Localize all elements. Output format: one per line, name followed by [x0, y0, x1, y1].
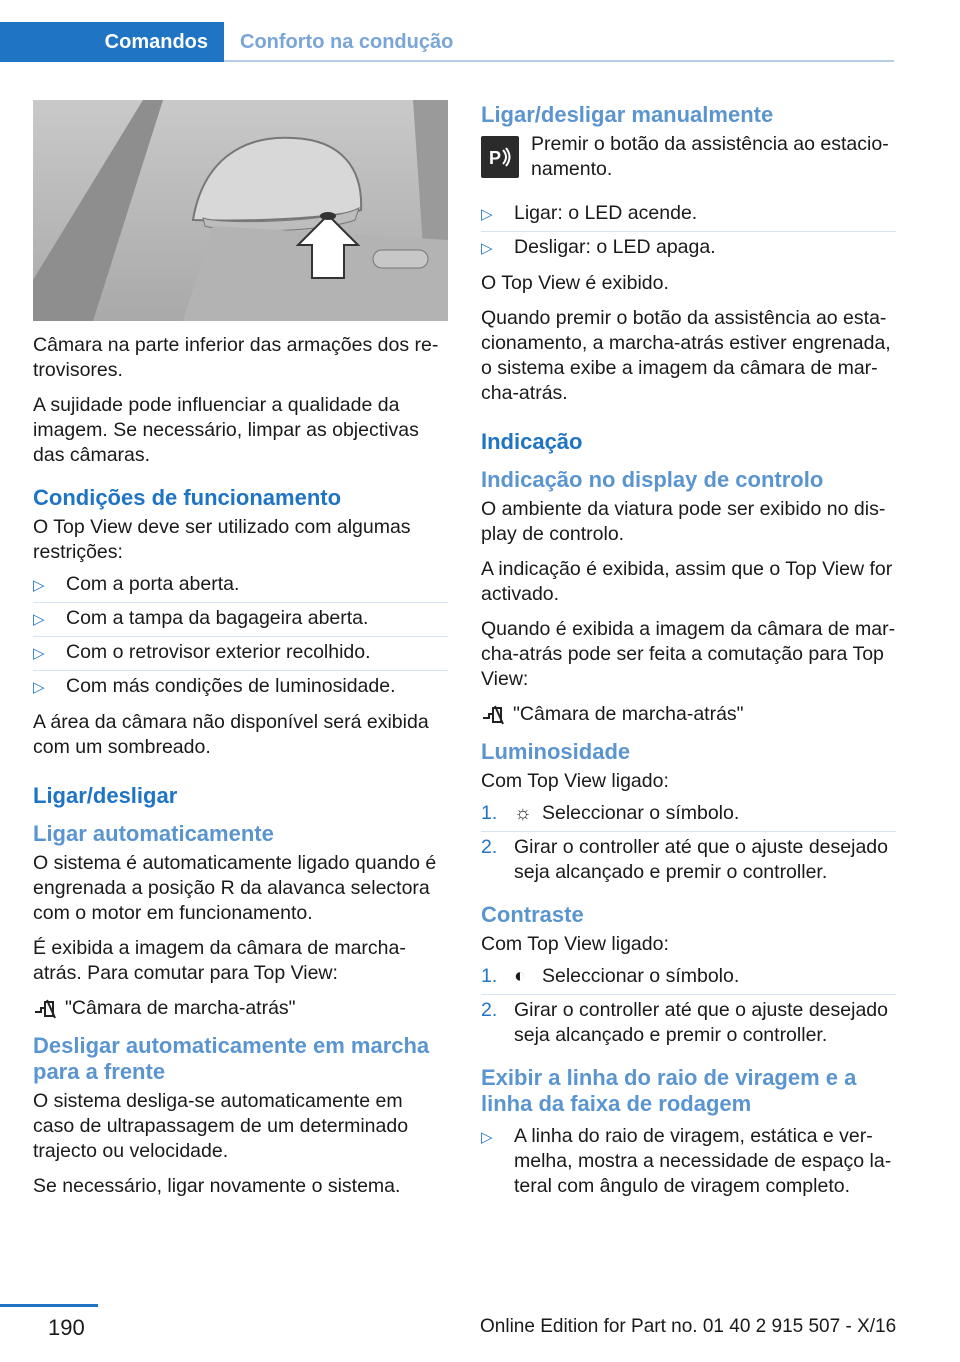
heading-contraste: Contraste — [481, 902, 584, 927]
heading-ligar-auto: Ligar automaticamente — [33, 821, 274, 846]
tab-conforto[interactable]: Conforto na condução — [240, 30, 454, 53]
paragraph: Com Top View ligado: — [481, 933, 669, 955]
heading-luminosidade: Luminosidade — [481, 739, 631, 764]
camera-option — [33, 996, 448, 1021]
left-column — [33, 100, 448, 1209]
list-item: 1. ☼ Seleccionar o símbolo. — [481, 798, 896, 832]
brightness-icon: ☼ — [514, 802, 532, 824]
heading-condicoes: Condições de funcionamento — [33, 485, 342, 510]
footer-accent — [0, 1304, 98, 1307]
paragraph: A área da câmara não disponível será exibida com um sombreado. — [33, 711, 429, 758]
triangle-bullet-icon: ▷ — [33, 645, 45, 662]
list-item: 2. Girar o controller até que o ajuste desejado seja alcançado e premir o controller. — [481, 999, 888, 1046]
header-divider — [224, 60, 894, 62]
triangle-bullet-icon: ▷ — [33, 611, 45, 628]
camera-label: "Câmara de marcha-atrás" — [65, 997, 296, 1019]
heading-indicacao-display: Indicação no display de controlo — [481, 467, 824, 492]
paragraph: Quando premir o botão da assistência ao estacionamento, a marcha-atrás estiver engrenada, o sistema exibe a imagem da câmara de marcha-atrás. — [481, 307, 891, 404]
list-item: ▷ A linha do raio de viragem, estática e vermelha, mostra a necessidade de espaço lateral com ângulo de viragem completo. — [481, 1125, 892, 1197]
edition-info: Online Edition for Part no. 01 40 2 915 507 - X/16 — [480, 1316, 897, 1337]
triangle-bullet-icon: ▷ — [481, 206, 493, 223]
page-header — [0, 0, 960, 62]
page-number: 190 — [48, 1315, 85, 1340]
list-item: ▷ Desligar: o LED apaga. — [481, 232, 896, 265]
mirror-illustration — [33, 100, 448, 321]
camera-option — [481, 702, 896, 727]
parking-button-block — [481, 132, 896, 192]
list-item: 1. ◐ Seleccionar o símbolo. — [481, 961, 896, 995]
list-item: ▷ Ligar: o LED acende. — [481, 198, 896, 232]
list-item: ▷ Com a porta aberta. — [33, 569, 448, 603]
paragraph: O Top View deve ser utilizado com algumas restrições: — [33, 516, 411, 563]
tab-comandos[interactable]: Comandos — [104, 30, 208, 53]
camera-label: "Câmara de marcha-atrás" — [513, 703, 744, 725]
heading-ligar-manual: Ligar/desligar manualmente — [481, 102, 774, 127]
photo-caption: Câmara na parte inferior das armações dos retrovisores. — [33, 334, 439, 381]
brightness-steps — [481, 798, 896, 890]
triangle-bullet-icon: ▷ — [33, 679, 45, 696]
paragraph: O sistema é automaticamente ligado quando é engrenada a posição R da alavanca selectora com o motor em funcionamento. — [33, 852, 437, 924]
conditions-list — [33, 569, 448, 704]
triangle-bullet-icon: ▷ — [481, 240, 493, 257]
paragraph: É exibida a imagem da câmara de marcha-atrás. Para comutar para Top View: — [33, 937, 406, 984]
parking-assist-icon — [481, 136, 519, 178]
paragraph: A indicação é exibida, assim que o Top View for activado. — [481, 558, 893, 605]
paragraph: O Top View é exibido. — [481, 272, 669, 294]
heading-ligar-desligar: Ligar/desligar — [33, 783, 178, 808]
contrast-icon: ◐ — [514, 965, 526, 987]
paragraph: Quando é exibida a imagem da câmara de marcha-atrás pode ser feita a comutação para Top View: — [481, 618, 896, 690]
contrast-steps — [481, 961, 896, 1053]
paragraph: O ambiente da viatura pode ser exibido no display de controlo. — [481, 498, 886, 545]
manual-list — [481, 198, 896, 265]
svg-text:P: P — [489, 148, 502, 168]
paragraph: A sujidade pode influenciar a qualidade da imagem. Se necessário, limpar as objectivas das câmaras. — [33, 394, 419, 466]
line-list — [481, 1121, 896, 1204]
list-item: 2. Girar o controller até que o ajuste desejado seja alcançado e premir o controller. — [481, 836, 888, 883]
list-item: ▷ Com o retrovisor exterior recolhido. — [33, 637, 448, 671]
triangle-bullet-icon: ▷ — [481, 1129, 493, 1146]
heading-desligar-auto: Desligar automaticamente em marcha para a frente — [33, 1033, 430, 1084]
mirror-camera-photo — [33, 100, 448, 321]
paragraph: Com Top View ligado: — [481, 770, 669, 792]
heading-indicacao: Indicação — [481, 429, 583, 454]
triangle-bullet-icon: ▷ — [33, 577, 45, 594]
paragraph: O sistema desliga-se automaticamente em caso de ultrapassagem de um determinado trajecto ou velocidade. — [33, 1090, 409, 1162]
right-column — [481, 102, 896, 1210]
paragraph: Premir o botão da assistência ao estacionamento. — [531, 133, 889, 180]
camera-icon — [481, 704, 509, 726]
camera-icon — [33, 998, 61, 1020]
list-item: ▷ Com a tampa da bagageira aberta. — [33, 603, 448, 637]
list-item: ▷ Com más condições de luminosidade. — [33, 671, 448, 704]
heading-linha-raio: Exibir a linha do raio de viragem e a linha da faixa de rodagem — [481, 1065, 857, 1116]
paragraph: Se necessário, ligar novamente o sistema. — [33, 1175, 401, 1197]
